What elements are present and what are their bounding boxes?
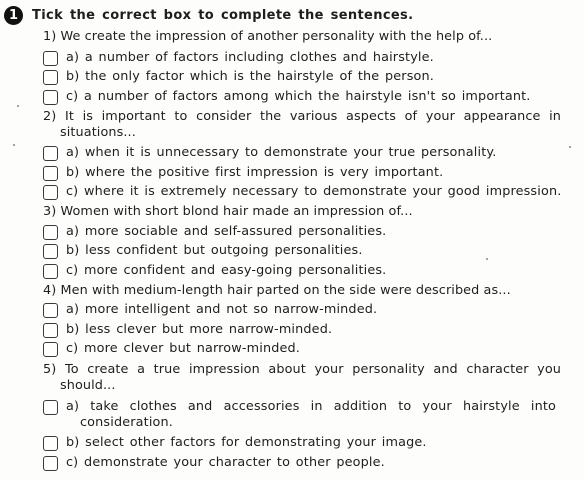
checkbox-2c[interactable] [43,185,58,200]
checkbox-4b[interactable] [43,323,58,338]
option-label: b) select other factors for demonstrating your image. [66,435,427,450]
option-5a-text: a) take clothes and accessories in addition to your hairstyle into [66,399,556,414]
option-label: c) demonstrate your character to other people. [66,455,385,470]
question-5-text: 5) To create a true impression about your personality and character you [43,362,561,377]
option-label: c) a number of factors among which the hairstyle isn't so important. [66,89,531,104]
scan-speck [486,258,488,260]
question-2-text: 2) It is important to consider the various aspects of your appearance in [43,109,561,124]
option-label: b) where the positive first impression is very important. [66,165,444,180]
question-2-option-a[interactable] [43,145,497,162]
option-label: c) more clever but narrow-minded. [66,341,301,356]
option-label [66,399,556,431]
question-5-option-c[interactable] [43,455,385,472]
checkbox-5b[interactable] [43,436,58,451]
question-1-option-a[interactable] [43,50,434,67]
option-label: a) a number of factors including clothes and hairstyle. [66,50,434,65]
question-3-prompt [43,204,561,220]
checkbox-4a[interactable] [43,303,58,318]
question-1-option-c[interactable] [43,89,531,106]
question-1-option-b[interactable] [43,69,434,86]
question-2-prompt [43,109,561,141]
option-5a-text-cont: consideration. [80,415,173,430]
checkbox-2b[interactable] [43,166,58,181]
option-label: c) more confident and easy-going personalities. [66,263,387,278]
exercise-title: Tick the correct box to complete the sentences. [32,7,414,23]
exercise-number-badge: 1 [4,6,23,25]
question-5-text-cont: should... [60,378,116,393]
checkbox-3c[interactable] [43,264,58,279]
question-4-text: 4) Men with medium-length hair parted on the side were described as... [43,283,511,298]
question-2-option-c[interactable] [43,184,561,201]
checkbox-1c[interactable] [43,90,58,105]
scan-speck [17,105,19,107]
question-1-prompt [43,29,561,45]
question-4-option-c[interactable] [43,341,300,358]
question-4-option-a[interactable] [43,302,377,319]
option-label: a) when it is unnecessary to demonstrate your true personality. [66,145,497,160]
question-2-text-cont: situations... [60,125,136,140]
question-4-option-b[interactable] [43,322,332,339]
question-3-option-b[interactable] [43,243,363,260]
checkbox-3b[interactable] [43,244,58,259]
checkbox-4c[interactable] [43,342,58,357]
question-3-option-a[interactable] [43,224,386,241]
option-label: c) where it is extremely necessary to demonstrate your good impression. [66,184,562,199]
scan-speck [569,146,571,148]
scan-speck [13,144,15,146]
question-2-option-b[interactable] [43,165,443,182]
checkbox-5a[interactable] [43,400,58,415]
checkbox-1a[interactable] [43,51,58,66]
checkbox-1b[interactable] [43,70,58,85]
option-label: a) more intelligent and not so narrow-minded. [66,302,378,317]
question-5-option-b[interactable] [43,435,427,452]
option-label: b) less clever but more narrow-minded. [66,322,333,337]
checkbox-5c[interactable] [43,456,58,471]
checkbox-2a[interactable] [43,146,58,161]
option-label: a) more sociable and self-assured personalities. [66,224,387,239]
question-5-prompt [43,362,561,394]
question-3-option-c[interactable] [43,263,386,280]
option-label: b) less confident but outgoing personalities. [66,243,363,258]
option-label: b) the only factor which is the hairstyle of the person. [66,69,434,84]
checkbox-3a[interactable] [43,225,58,240]
question-1-text: 1) We create the impression of another personality with the help of... [43,29,493,44]
question-5-option-a[interactable] [43,399,556,433]
exercise-header [4,5,413,25]
question-3-text: 3) Women with short blond hair made an impression of... [43,204,413,219]
question-4-prompt [43,283,561,299]
